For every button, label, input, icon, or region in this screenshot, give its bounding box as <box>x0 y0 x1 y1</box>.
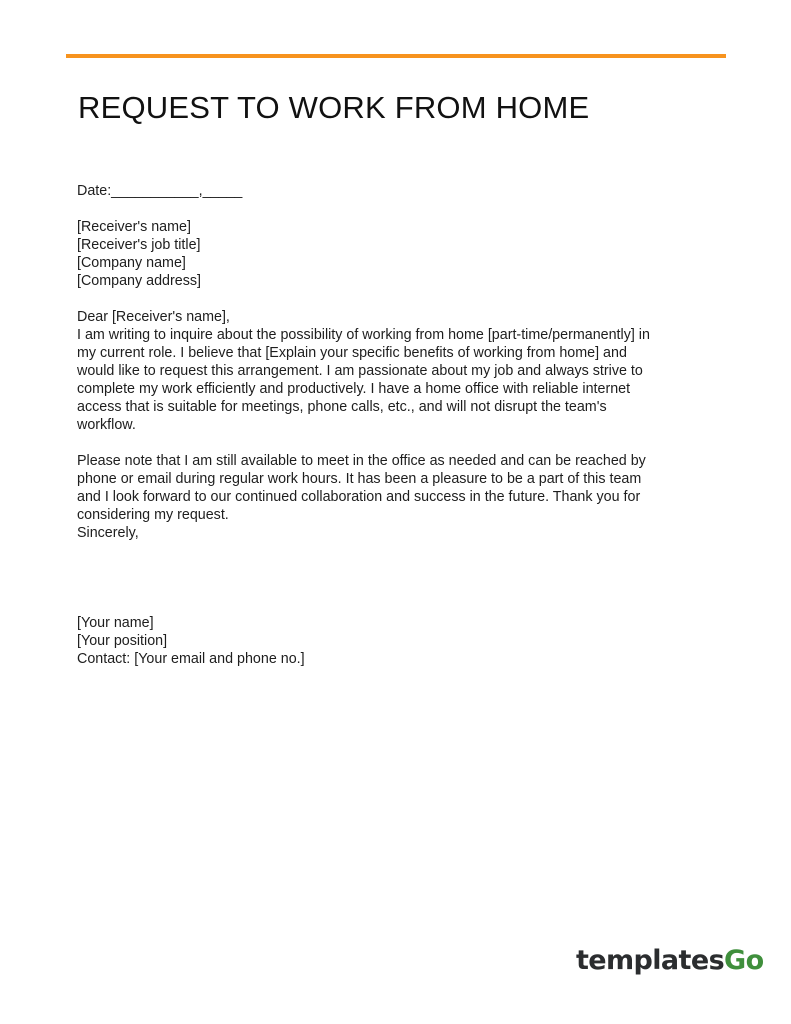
logo-text-main: templates <box>576 945 725 976</box>
paragraph2-line: phone or email during regular work hours. It has been a pleasure to be a part of this team <box>77 471 642 487</box>
company-address: [Company address] <box>77 273 201 289</box>
paragraph2-line: considering my request. <box>77 507 229 523</box>
signature-name: [Your name] <box>77 615 154 631</box>
salutation: Dear [Receiver's name], <box>77 309 230 325</box>
signature-contact: Contact: [Your email and phone no.] <box>77 651 305 667</box>
date-line: Date:___________,_____ <box>77 183 243 199</box>
paragraph2-line: and I look forward to our continued collaboration and success in the future. Thank you for <box>77 489 641 505</box>
receiver-name: [Receiver's name] <box>77 219 191 235</box>
logo-text-accent: Go <box>724 945 764 976</box>
letter-body <box>77 182 713 668</box>
company-name: [Company name] <box>77 255 186 271</box>
signature-position: [Your position] <box>77 633 168 649</box>
accent-rule <box>66 54 726 58</box>
paragraph1-line: would like to request this arrangement. I am passionate about my job and always strive to <box>77 363 643 379</box>
paragraph1-line: workflow. <box>77 417 136 433</box>
receiver-job-title: [Receiver's job title] <box>77 237 201 253</box>
paragraph1-line: access that is suitable for meetings, phone calls, etc., and will not disrupt the team's <box>77 399 607 415</box>
paragraph2-line: Please note that I am still available to meet in the office as needed and can be reached by <box>77 453 646 469</box>
paragraph1-line: complete my work efficiently and productively. I have a home office with reliable internet <box>77 381 631 397</box>
document-title: REQUEST TO WORK FROM HOME <box>78 90 590 125</box>
templatesgo-logo <box>576 944 764 978</box>
closing: Sincerely, <box>77 525 139 541</box>
paragraph1-line: I am writing to inquire about the possibility of working from home [part-time/permanently] in <box>77 327 650 343</box>
paragraph1-line: my current role. I believe that [Explain your specific benefits of working from home] and <box>77 345 627 361</box>
